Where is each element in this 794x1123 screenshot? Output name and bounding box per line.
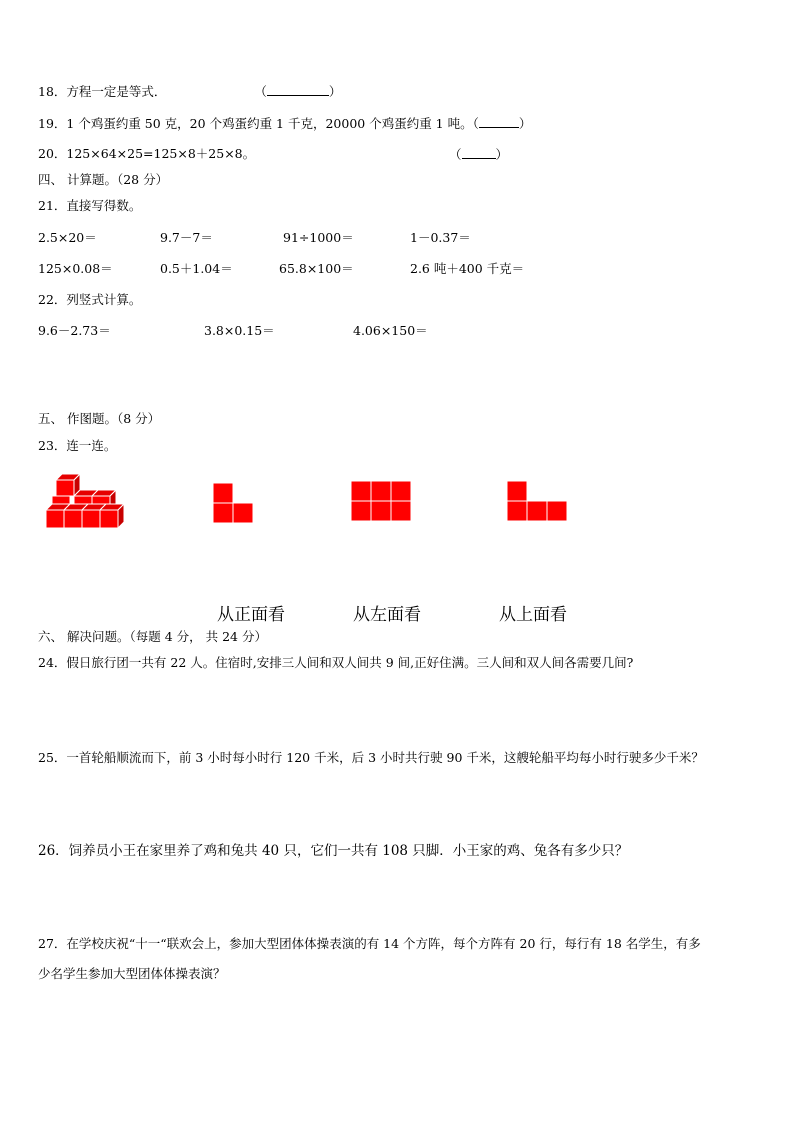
- answer-blank-19[interactable]: [479, 115, 519, 128]
- calc-item: 125×0.08＝: [38, 261, 113, 276]
- question-21-title: 21．直接写得数。: [38, 198, 142, 213]
- paren-open: （: [449, 147, 462, 162]
- vertical-calc-item: 9.6－2.73＝: [38, 323, 111, 338]
- question-19: [38, 115, 531, 132]
- question-26: 26．饲养员小王在家里养了鸡和兔共 40 只，它们一共有 108 只脚．小王家的鸡、兔各有多少只？: [38, 843, 629, 859]
- question-19-text: 19．1 个鸡蛋约重 50 克，20 个鸡蛋约重 1 千克，20000 个鸡蛋约重 1 吨。: [38, 116, 473, 131]
- section-4-title: 四、 计算题。（28 分）: [38, 172, 169, 187]
- vertical-calc-item: 3.8×0.15＝: [204, 323, 275, 338]
- paren-open: （: [472, 116, 479, 131]
- answer-blank-20[interactable]: [462, 146, 496, 159]
- question-23-title: 23．连一连。: [38, 438, 117, 453]
- left-view-figure: [350, 480, 412, 524]
- calc-item: 0.5＋1.04＝: [160, 261, 233, 276]
- question-22-title: 22．列竖式计算。: [38, 292, 142, 307]
- paren-close: ）: [328, 84, 342, 99]
- section-6-title: 六、 解决问题。（每题 4 分， 共 24 分）: [38, 629, 267, 644]
- calc-item: 2.5×20＝: [38, 230, 97, 245]
- question-20-paren: [449, 146, 508, 163]
- question-20: [38, 146, 255, 162]
- question-27-line-1: 27．在学校庆祝“十一“联欢会上，参加大型团体体操表演的有 14 个方阵，每个方阵有 20 行，每行有 18 名学生，有多: [38, 936, 701, 951]
- question-24: 24．假日旅行团一共有 22 人。住宿时,安排三人间和双人间共 9 间,正好住满。三人间和双人间各需要几间?: [38, 655, 634, 670]
- question-25: 25．一首轮船顺流而下，前 3 小时每小时行 120 千米，后 3 小时共行驶 90 千米，这艘轮船平均每小时行驶多少千米？: [38, 750, 704, 765]
- question-18-text: 18．方程一定是等式．: [38, 84, 167, 99]
- paren-open: （: [254, 84, 267, 99]
- question-27-line-2: 少名学生参加大型团体体操表演？: [38, 966, 226, 981]
- calc-item: 91÷1000＝: [283, 230, 354, 245]
- section-5-title: 五、 作图题。（8 分）: [38, 411, 161, 426]
- top-view-figure: [506, 480, 570, 522]
- question-20-text: 20．125×64×25=125×8＋25×8。: [38, 146, 256, 161]
- calc-item: 9.7－7＝: [160, 230, 213, 245]
- vertical-calc-item: 4.06×150＝: [353, 323, 428, 338]
- view-label-left: 从左面看: [353, 605, 421, 625]
- paren-close: ）: [495, 147, 509, 162]
- cube-stack-3d-figure: [44, 472, 126, 530]
- calc-item: 65.8×100＝: [279, 261, 354, 276]
- answer-blank-18[interactable]: [267, 83, 329, 96]
- front-view-figure: [212, 482, 256, 524]
- question-18: [38, 83, 341, 100]
- paren-close: ）: [518, 116, 532, 131]
- view-label-top: 从上面看: [499, 605, 567, 625]
- calc-item: 1－0.37＝: [410, 230, 471, 245]
- calc-item: 2.6 吨＋400 千克＝: [410, 261, 525, 276]
- view-label-front: 从正面看: [217, 605, 285, 625]
